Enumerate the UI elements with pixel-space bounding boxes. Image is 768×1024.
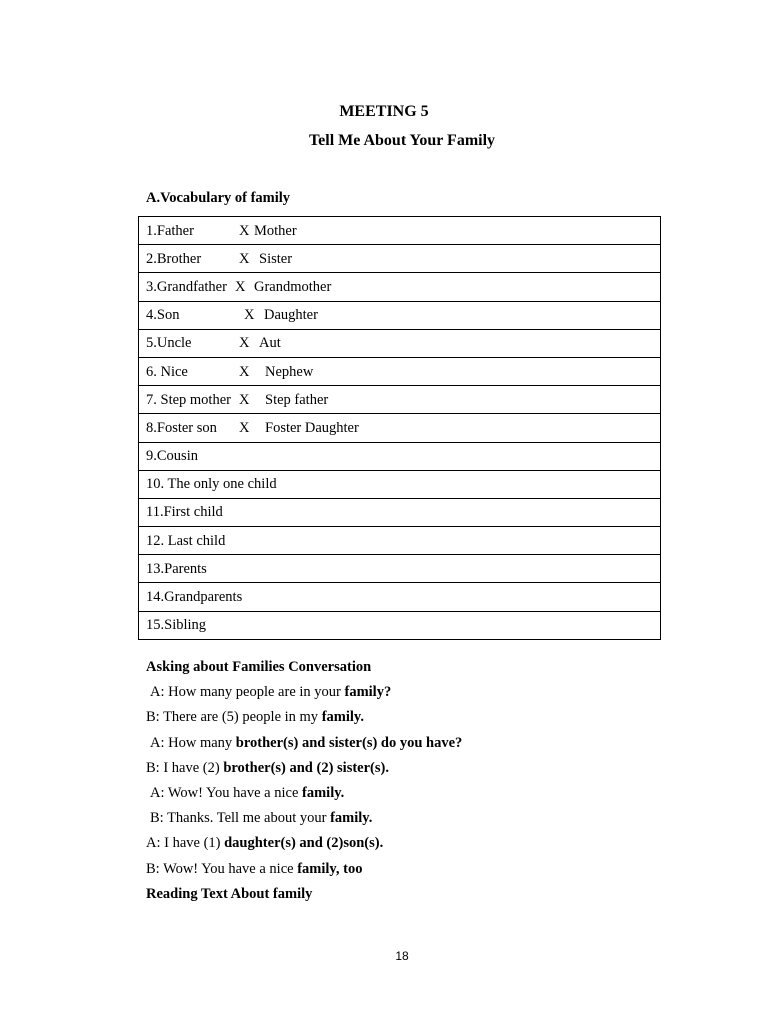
table-row bbox=[139, 555, 661, 583]
conversation-line bbox=[146, 680, 462, 705]
vocab-opposite: Foster Daughter bbox=[265, 419, 359, 436]
vocab-separator: X bbox=[244, 307, 255, 324]
reading-heading: Reading Text About family bbox=[146, 885, 313, 902]
vocab-separator: X bbox=[239, 335, 250, 352]
table-row bbox=[139, 329, 661, 357]
line-bold-text: daughter(s) and (2)son(s). bbox=[224, 835, 384, 852]
table-row bbox=[139, 527, 661, 555]
vocab-word: 2.Brother bbox=[146, 250, 202, 267]
vocab-opposite: Aut bbox=[259, 335, 281, 352]
vocab-word: 1.Father bbox=[146, 222, 194, 239]
vocab-opposite: Step father bbox=[265, 391, 329, 408]
vocab-word: 14.Grandparents bbox=[139, 583, 661, 611]
table-row bbox=[139, 414, 661, 442]
line-text: A: I have (1) bbox=[146, 835, 225, 852]
conversation-heading: Asking about Families Conversation bbox=[146, 659, 372, 675]
vocab-word: 9.Cousin bbox=[139, 442, 661, 470]
vocab-word: 13.Parents bbox=[139, 555, 661, 583]
vocab-word: 10. The only one child bbox=[139, 470, 661, 498]
vocab-separator: X bbox=[239, 419, 250, 436]
table-row bbox=[139, 442, 661, 470]
line-text: B: I have (2) bbox=[146, 759, 224, 776]
vocab-word: 7. Step mother bbox=[146, 391, 231, 408]
conversation-line bbox=[146, 705, 462, 730]
vocab-separator: X bbox=[239, 391, 250, 408]
line-bold-text: family. bbox=[321, 709, 364, 726]
vocab-word: 3.Grandfather bbox=[146, 278, 227, 295]
vocab-word: 12. Last child bbox=[139, 527, 661, 555]
vocab-word: 4.Son bbox=[146, 307, 180, 324]
line-bold-text: family. bbox=[330, 810, 373, 827]
table-row bbox=[139, 583, 661, 611]
line-bold-text: family? bbox=[344, 684, 392, 701]
line-text: A: How many people are in your bbox=[150, 684, 345, 701]
table-row bbox=[139, 217, 661, 245]
vocab-opposite: Nephew bbox=[265, 363, 314, 380]
conversation-line bbox=[146, 806, 462, 831]
table-row bbox=[139, 386, 661, 414]
vocab-word: 6. Nice bbox=[146, 363, 188, 380]
conversation-line bbox=[146, 781, 462, 806]
conversation-section bbox=[146, 655, 462, 907]
line-text: A: Wow! You have a nice bbox=[150, 785, 303, 802]
vocab-word: 8.Foster son bbox=[146, 419, 217, 436]
table-row bbox=[139, 245, 661, 273]
vocab-opposite: Daughter bbox=[264, 307, 318, 324]
vocab-opposite: Grandmother bbox=[254, 278, 332, 295]
conversation-line bbox=[146, 831, 462, 856]
vocab-separator: X bbox=[239, 250, 250, 267]
page-number: 18 bbox=[395, 949, 409, 963]
table-row bbox=[139, 611, 661, 639]
vocabulary-table bbox=[138, 216, 661, 640]
table-row bbox=[139, 470, 661, 498]
line-bold-text: brother(s) and (2) sister(s). bbox=[223, 759, 389, 776]
vocab-opposite: Mother bbox=[254, 222, 297, 239]
line-bold-text: family, too bbox=[297, 860, 363, 877]
line-text: B: Wow! You have a nice bbox=[146, 860, 298, 877]
line-text: A: How many bbox=[150, 734, 236, 751]
table-row bbox=[139, 301, 661, 329]
vocabulary-heading: A.Vocabulary of family bbox=[146, 190, 291, 206]
conversation-line bbox=[146, 731, 462, 756]
table-row bbox=[139, 273, 661, 301]
conversation-line bbox=[146, 857, 462, 882]
table-row bbox=[139, 357, 661, 385]
meeting-title: MEETING 5 bbox=[339, 103, 429, 120]
vocab-word: 5.Uncle bbox=[146, 335, 192, 352]
line-text: B: There are (5) people in my bbox=[146, 709, 322, 726]
page-subtitle: Tell Me About Your Family bbox=[308, 132, 496, 149]
vocab-word: 11.First child bbox=[139, 498, 661, 526]
table-row bbox=[139, 498, 661, 526]
conversation-line bbox=[146, 756, 462, 781]
line-bold-text: brother(s) and sister(s) do you have? bbox=[235, 734, 463, 751]
vocab-separator: X bbox=[239, 222, 250, 239]
vocab-separator: X bbox=[235, 278, 246, 295]
vocab-word: 15.Sibling bbox=[139, 611, 661, 639]
line-bold-text: family. bbox=[302, 785, 345, 802]
vocab-separator: X bbox=[239, 363, 250, 380]
vocab-opposite: Sister bbox=[259, 250, 293, 267]
line-text: B: Thanks. Tell me about your bbox=[150, 810, 331, 827]
